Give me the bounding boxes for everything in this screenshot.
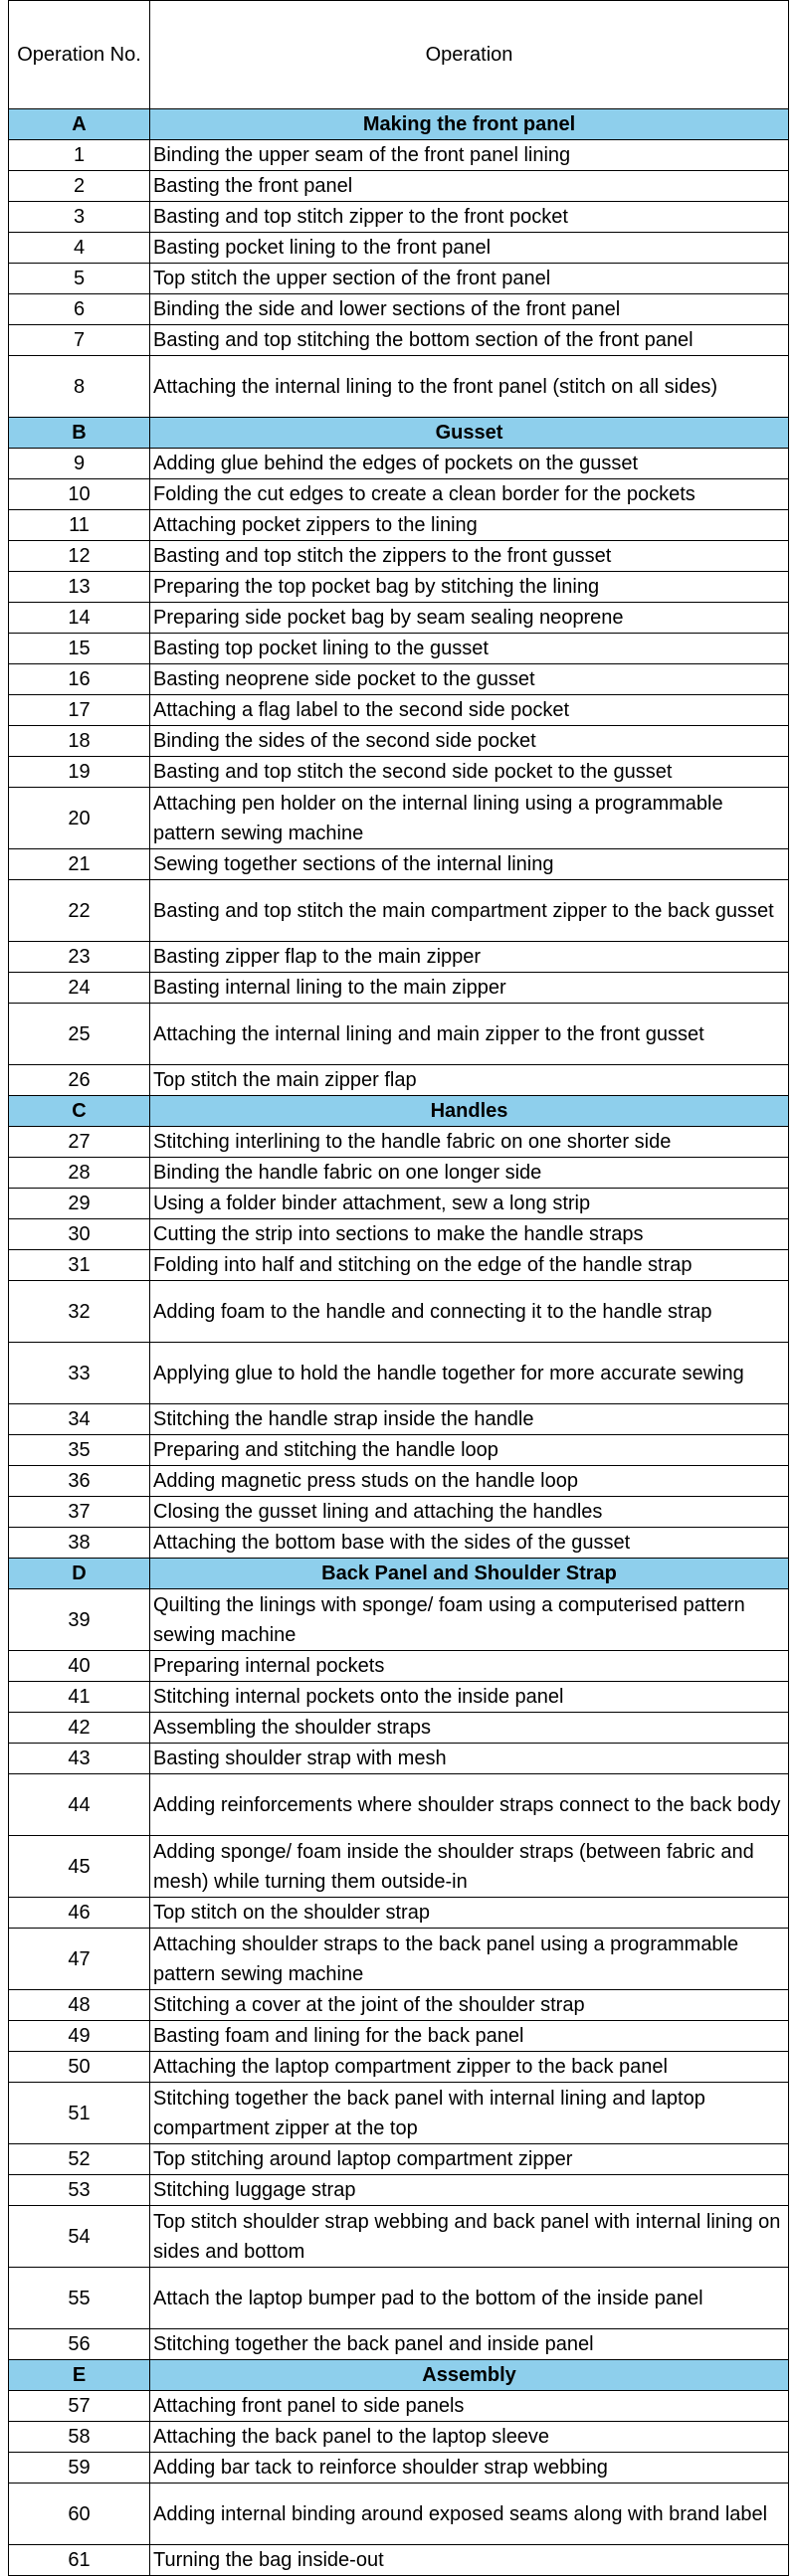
table-row — [9, 1127, 789, 1158]
section-row — [9, 2360, 789, 2391]
operation-description: Stitching together the back panel and inside panel — [150, 2329, 789, 2360]
section-title: Assembly — [150, 2360, 789, 2391]
table-row — [9, 2545, 789, 2576]
section-code: B — [9, 418, 150, 449]
table-row — [9, 973, 789, 1004]
operation-number: 26 — [9, 1065, 150, 1096]
table-row — [9, 2206, 789, 2268]
table-row — [9, 1281, 789, 1343]
operation-number: 22 — [9, 880, 150, 942]
table-row — [9, 1065, 789, 1096]
operation-description: Basting foam and lining for the back panel — [150, 2021, 789, 2052]
section-row — [9, 1559, 789, 1589]
operation-number: 9 — [9, 449, 150, 479]
table-row — [9, 1744, 789, 1774]
table-row — [9, 942, 789, 973]
section-code: D — [9, 1559, 150, 1589]
table-row — [9, 1435, 789, 1466]
operation-description: Assembling the shoulder straps — [150, 1713, 789, 1744]
operation-number: 31 — [9, 1250, 150, 1281]
table-row — [9, 294, 789, 325]
section-row — [9, 1096, 789, 1127]
table-row — [9, 603, 789, 634]
operation-number: 39 — [9, 1589, 150, 1651]
operation-description: Attaching shoulder straps to the back panel using a programmable pattern sewing machine — [150, 1929, 789, 1990]
table-row — [9, 1589, 789, 1651]
operation-number: 14 — [9, 603, 150, 634]
operation-number: 44 — [9, 1774, 150, 1836]
operation-number: 17 — [9, 695, 150, 726]
operation-description: Attaching the internal lining to the front panel (stitch on all sides) — [150, 356, 789, 418]
operation-number: 8 — [9, 356, 150, 418]
operation-description: Stitching the handle strap inside the handle — [150, 1404, 789, 1435]
operation-description: Sewing together sections of the internal lining — [150, 849, 789, 880]
operation-description: Adding internal binding around exposed seams along with brand label — [150, 2484, 789, 2545]
table-row — [9, 2021, 789, 2052]
table-row — [9, 1836, 789, 1898]
operation-number: 20 — [9, 788, 150, 849]
table-row — [9, 479, 789, 510]
table-row — [9, 1219, 789, 1250]
table-row — [9, 1497, 789, 1528]
operation-number: 58 — [9, 2422, 150, 2453]
operation-number: 5 — [9, 264, 150, 294]
operation-description: Attaching front panel to side panels — [150, 2391, 789, 2422]
operation-description: Attaching pocket zippers to the lining — [150, 510, 789, 541]
operation-number: 43 — [9, 1744, 150, 1774]
operation-description: Attaching a flag label to the second side pocket — [150, 695, 789, 726]
operation-description: Folding the cut edges to create a clean border for the pockets — [150, 479, 789, 510]
table-row — [9, 2453, 789, 2484]
section-row — [9, 418, 789, 449]
operation-description: Preparing the top pocket bag by stitching the lining — [150, 572, 789, 603]
section-code: C — [9, 1096, 150, 1127]
operation-description: Basting neoprene side pocket to the gusset — [150, 664, 789, 695]
operation-description: Adding magnetic press studs on the handle loop — [150, 1466, 789, 1497]
table-row — [9, 1158, 789, 1189]
table-row — [9, 757, 789, 788]
operation-description: Basting top pocket lining to the gusset — [150, 634, 789, 664]
operation-number: 54 — [9, 2206, 150, 2268]
operation-description: Stitching internal pockets onto the inside panel — [150, 1682, 789, 1713]
operation-number: 4 — [9, 233, 150, 264]
operation-description: Top stitch shoulder strap webbing and back panel with internal lining on sides and bottom — [150, 2206, 789, 2268]
operation-description: Top stitching around laptop compartment zipper — [150, 2144, 789, 2175]
operation-number: 46 — [9, 1898, 150, 1929]
operation-description: Preparing and stitching the handle loop — [150, 1435, 789, 1466]
operation-description: Binding the sides of the second side pocket — [150, 726, 789, 757]
table-row — [9, 140, 789, 171]
table-row — [9, 1189, 789, 1219]
operation-description: Binding the handle fabric on one longer side — [150, 1158, 789, 1189]
table-row — [9, 171, 789, 202]
operation-number: 40 — [9, 1651, 150, 1682]
operation-description: Adding reinforcements where shoulder straps connect to the back body — [150, 1774, 789, 1836]
operation-description: Turning the bag inside-out — [150, 2545, 789, 2576]
operation-number: 38 — [9, 1528, 150, 1559]
table-row — [9, 2422, 789, 2453]
operation-number: 42 — [9, 1713, 150, 1744]
operation-number: 32 — [9, 1281, 150, 1343]
table-row — [9, 1651, 789, 1682]
table-row — [9, 356, 789, 418]
operation-description: Binding the upper seam of the front panel lining — [150, 140, 789, 171]
operation-number: 35 — [9, 1435, 150, 1466]
operation-number: 52 — [9, 2144, 150, 2175]
operation-number: 11 — [9, 510, 150, 541]
table-row — [9, 1404, 789, 1435]
operation-description: Adding bar tack to reinforce shoulder strap webbing — [150, 2453, 789, 2484]
operation-description: Adding foam to the handle and connecting it to the handle strap — [150, 1281, 789, 1343]
table-row — [9, 2391, 789, 2422]
table-row — [9, 449, 789, 479]
operation-description: Attach the laptop bumper pad to the bottom of the inside panel — [150, 2268, 789, 2329]
table-row — [9, 1466, 789, 1497]
operation-description: Quilting the linings with sponge/ foam using a computerised pattern sewing machine — [150, 1589, 789, 1651]
section-row — [9, 109, 789, 140]
operation-number: 23 — [9, 942, 150, 973]
operation-number: 15 — [9, 634, 150, 664]
operation-description: Basting and top stitch zipper to the front pocket — [150, 202, 789, 233]
table-header — [9, 1, 789, 109]
table-row — [9, 541, 789, 572]
table-row — [9, 1343, 789, 1404]
operation-description: Attaching the back panel to the laptop sleeve — [150, 2422, 789, 2453]
table-row — [9, 1929, 789, 1990]
operation-number: 60 — [9, 2484, 150, 2545]
operation-description: Top stitch the main zipper flap — [150, 1065, 789, 1096]
table-row — [9, 2484, 789, 2545]
table-row — [9, 2144, 789, 2175]
operation-number: 59 — [9, 2453, 150, 2484]
operation-number: 27 — [9, 1127, 150, 1158]
operation-number: 16 — [9, 664, 150, 695]
table-row — [9, 726, 789, 757]
operation-description: Stitching a cover at the joint of the shoulder strap — [150, 1990, 789, 2021]
operation-description: Folding into half and stitching on the edge of the handle strap — [150, 1250, 789, 1281]
operation-description: Adding sponge/ foam inside the shoulder straps (between fabric and mesh) while turning them outside-in — [150, 1836, 789, 1898]
header-row — [9, 1, 789, 109]
operations-table — [8, 0, 789, 2576]
table-row — [9, 695, 789, 726]
operation-number: 55 — [9, 2268, 150, 2329]
table-body — [9, 109, 789, 2576]
operation-description: Basting and top stitch the zippers to the front gusset — [150, 541, 789, 572]
operation-description: Preparing internal pockets — [150, 1651, 789, 1682]
table-row — [9, 664, 789, 695]
operation-number: 2 — [9, 171, 150, 202]
operation-number: 33 — [9, 1343, 150, 1404]
operation-number: 18 — [9, 726, 150, 757]
operation-number: 53 — [9, 2175, 150, 2206]
operation-number: 51 — [9, 2083, 150, 2144]
operation-description: Closing the gusset lining and attaching the handles — [150, 1497, 789, 1528]
operation-number: 47 — [9, 1929, 150, 1990]
operation-number: 61 — [9, 2545, 150, 2576]
table-row — [9, 2052, 789, 2083]
operation-number: 56 — [9, 2329, 150, 2360]
table-row — [9, 202, 789, 233]
operation-description: Basting pocket lining to the front panel — [150, 233, 789, 264]
operation-number: 36 — [9, 1466, 150, 1497]
section-code: E — [9, 2360, 150, 2391]
table-row — [9, 1898, 789, 1929]
operation-number: 49 — [9, 2021, 150, 2052]
operation-number: 34 — [9, 1404, 150, 1435]
table-row — [9, 788, 789, 849]
operation-description: Attaching the internal lining and main zipper to the front gusset — [150, 1004, 789, 1065]
operation-number: 41 — [9, 1682, 150, 1713]
operation-description: Basting the front panel — [150, 171, 789, 202]
table-row — [9, 510, 789, 541]
operation-description: Attaching the laptop compartment zipper to the back panel — [150, 2052, 789, 2083]
operation-description: Basting zipper flap to the main zipper — [150, 942, 789, 973]
operation-number: 19 — [9, 757, 150, 788]
operation-description: Attaching the bottom base with the sides of the gusset — [150, 1528, 789, 1559]
operation-description: Stitching together the back panel with internal lining and laptop compartment zipper at the top — [150, 2083, 789, 2144]
table-row — [9, 1528, 789, 1559]
operation-description: Basting shoulder strap with mesh — [150, 1744, 789, 1774]
operation-number: 10 — [9, 479, 150, 510]
operation-number: 7 — [9, 325, 150, 356]
operation-description: Basting internal lining to the main zipper — [150, 973, 789, 1004]
table-row — [9, 2329, 789, 2360]
table-row — [9, 849, 789, 880]
table-row — [9, 2083, 789, 2144]
table-row — [9, 2268, 789, 2329]
operation-number: 29 — [9, 1189, 150, 1219]
section-title: Gusset — [150, 418, 789, 449]
table-row — [9, 1990, 789, 2021]
operation-number: 6 — [9, 294, 150, 325]
table-row — [9, 1004, 789, 1065]
section-title: Handles — [150, 1096, 789, 1127]
operation-number: 24 — [9, 973, 150, 1004]
operation-number: 1 — [9, 140, 150, 171]
table-row — [9, 1774, 789, 1836]
table-row — [9, 572, 789, 603]
operation-description: Top stitch on the shoulder strap — [150, 1898, 789, 1929]
section-title: Back Panel and Shoulder Strap — [150, 1559, 789, 1589]
operation-number-header: Operation No. — [9, 1, 150, 109]
operation-number: 48 — [9, 1990, 150, 2021]
table-row — [9, 880, 789, 942]
operation-description: Applying glue to hold the handle together for more accurate sewing — [150, 1343, 789, 1404]
operation-header: Operation — [150, 1, 789, 109]
operation-description: Using a folder binder attachment, sew a long strip — [150, 1189, 789, 1219]
operation-number: 21 — [9, 849, 150, 880]
operation-number: 28 — [9, 1158, 150, 1189]
table-row — [9, 2175, 789, 2206]
operation-description: Basting and top stitching the bottom section of the front panel — [150, 325, 789, 356]
operation-number: 12 — [9, 541, 150, 572]
table-row — [9, 1250, 789, 1281]
operation-number: 45 — [9, 1836, 150, 1898]
operation-number: 37 — [9, 1497, 150, 1528]
table-row — [9, 1682, 789, 1713]
operation-number: 25 — [9, 1004, 150, 1065]
table-row — [9, 634, 789, 664]
operation-description: Stitching interlining to the handle fabric on one shorter side — [150, 1127, 789, 1158]
operation-description: Basting and top stitch the second side pocket to the gusset — [150, 757, 789, 788]
operation-number: 30 — [9, 1219, 150, 1250]
section-title: Making the front panel — [150, 109, 789, 140]
operation-description: Basting and top stitch the main compartment zipper to the back gusset — [150, 880, 789, 942]
operation-number: 3 — [9, 202, 150, 233]
table-row — [9, 1713, 789, 1744]
operation-description: Cutting the strip into sections to make the handle straps — [150, 1219, 789, 1250]
operation-description: Attaching pen holder on the internal lining using a programmable pattern sewing machine — [150, 788, 789, 849]
operation-number: 57 — [9, 2391, 150, 2422]
operation-description: Stitching luggage strap — [150, 2175, 789, 2206]
operation-number: 50 — [9, 2052, 150, 2083]
table-row — [9, 264, 789, 294]
table-row — [9, 325, 789, 356]
operation-description: Top stitch the upper section of the front panel — [150, 264, 789, 294]
section-code: A — [9, 109, 150, 140]
operation-description: Adding glue behind the edges of pockets on the gusset — [150, 449, 789, 479]
operation-description: Preparing side pocket bag by seam sealing neoprene — [150, 603, 789, 634]
table-row — [9, 233, 789, 264]
operation-description: Binding the side and lower sections of the front panel — [150, 294, 789, 325]
operation-number: 13 — [9, 572, 150, 603]
